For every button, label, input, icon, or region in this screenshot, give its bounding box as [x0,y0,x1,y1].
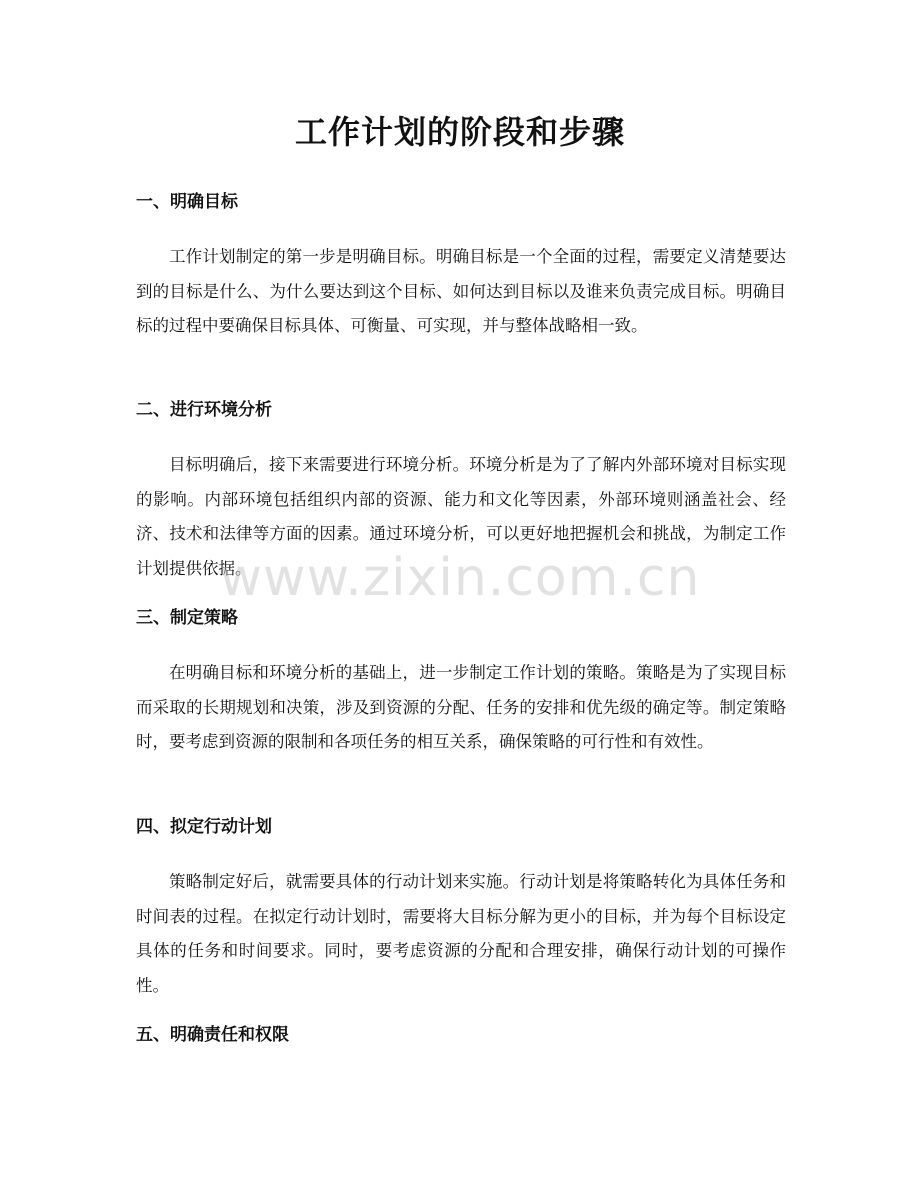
watermark: www.zixin.com.cn [219,548,701,608]
section-heading: 三、制定策略 [136,608,238,628]
section-5 [136,1023,786,1047]
section-3 [136,606,786,760]
section-heading: 五、明确责任和权限 [136,1025,289,1045]
section-heading: 一、明确目标 [136,192,238,212]
section-paragraph: 工作计划制定的第一步是明确目标。明确目标是一个全面的过程，需要定义清楚要达到的目标是什么、为什么要达到这个目标、如何达到目标以及谁来负责完成目标。明确目标的过程中要确保目标具体、可衡量、可实现，并与整体战略相一致。 [136,247,786,335]
section-paragraph: 策略制定好后，就需要具体的行动计划来实施。行动计划是将策略转化为具体任务和时间表的过程。在拟定行动计划时，需要将大目标分解为更小的目标，并为每个目标设定具体的任务和时间要求。同时，要考虑资源的分配和合理安排，确保行动计划的可操作性。 [136,872,786,995]
document-title: 工作计划的阶段和步骤 [294,113,625,151]
section-heading: 二、进行环境分析 [136,400,272,420]
section-paragraph: 目标明确后，接下来需要进行环境分析。环境分析是为了了解内外部环境对目标实现的影响。内部环境包括组织内部的资源、能力和文化等因素，外部环境则涵盖社会、经济、技术和法律等方面的因素。通过环境分析，可以更好地把握机会和挑战，为制定工作计划提供依据。 [136,455,786,578]
section-4 [136,815,786,1003]
section-paragraph: 在明确目标和环境分析的基础上，进一步制定工作计划的策略。策略是为了实现目标而采取的长期规划和决策，涉及到资源的分配、任务的安排和优先级的确定等。制定策略时，要考虑到资源的限制和各项任务的相互关系，确保策略的可行性和有效性。 [136,663,786,751]
section-1 [136,190,786,344]
section-2 [136,398,786,586]
section-heading: 四、拟定行动计划 [136,817,272,837]
